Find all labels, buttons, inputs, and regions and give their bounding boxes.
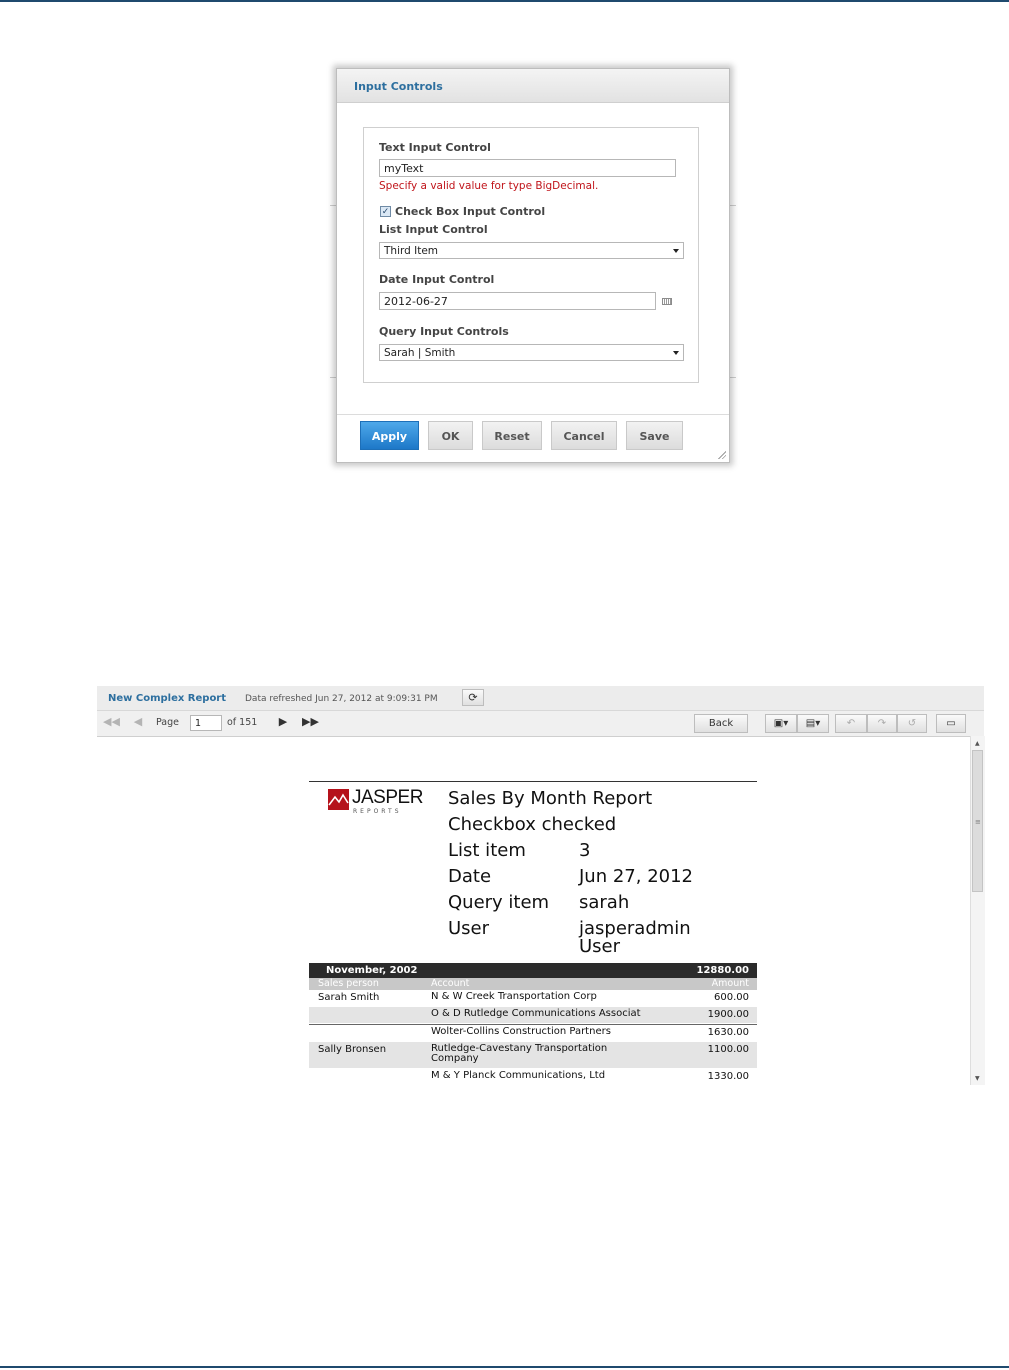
- cell-amount: 1900.00: [707, 1009, 749, 1020]
- page-label: Page: [156, 717, 179, 728]
- table-row: [309, 990, 757, 1006]
- next-page-icon[interactable]: ▶: [278, 715, 288, 728]
- vertical-scrollbar[interactable]: [970, 736, 985, 1085]
- param-label: List item: [448, 840, 526, 861]
- checkbox-input[interactable]: ✓: [381, 207, 390, 217]
- jasper-logo: [328, 789, 423, 819]
- cell-amount: 1630.00: [707, 1027, 749, 1038]
- save-button[interactable]: Save: [626, 421, 683, 450]
- column-header-row: [309, 978, 757, 990]
- export-button[interactable]: [797, 714, 829, 733]
- month-label: November, 2002: [326, 965, 418, 976]
- back-button[interactable]: Back: [694, 714, 748, 733]
- cell-account: M & Y Planck Communications, Ltd: [431, 1070, 606, 1081]
- save-report-button[interactable]: [765, 714, 797, 733]
- scrollbar-thumb[interactable]: [972, 750, 983, 892]
- list-input-label: List Input Control: [379, 223, 488, 236]
- param-value: jasperadmin: [579, 918, 691, 939]
- table-row: [309, 1069, 757, 1085]
- month-group-header: [309, 963, 757, 978]
- footer-divider: [337, 414, 729, 415]
- report-subtitle: Checkbox checked: [448, 814, 617, 835]
- checkbox-label[interactable]: Check Box Input Control: [395, 205, 546, 218]
- input-controls-icon: ▭: [946, 718, 956, 729]
- param-label: User: [448, 918, 490, 939]
- param-value: Jun 27, 2012: [579, 866, 694, 887]
- cell-account-line1: Rutledge-Cavestany Transportation: [431, 1043, 608, 1054]
- column-header-person: Sales person: [318, 978, 379, 989]
- report-name: New Complex Report: [108, 693, 227, 704]
- undo-all-icon: ↺: [907, 718, 917, 729]
- refresh-status: Data refreshed Jun 27, 2012 at 9:09:31 PM: [245, 694, 438, 704]
- cell-person: Sally Bronsen: [318, 1044, 387, 1055]
- date-input-label: Date Input Control: [379, 273, 495, 286]
- cell-person: Sarah Smith: [318, 992, 380, 1003]
- cell-account: O & D Rutledge Communications Associat: [431, 1008, 641, 1019]
- redo-button[interactable]: [867, 714, 897, 733]
- report-header-bar: [97, 686, 984, 711]
- cell-amount: 600.00: [714, 992, 749, 1003]
- param-value: sarah: [579, 892, 630, 913]
- apply-button[interactable]: Apply: [360, 421, 419, 450]
- text-input-field[interactable]: myText: [379, 159, 676, 177]
- undo-button[interactable]: [835, 714, 867, 733]
- text-input-label: Text Input Control: [379, 141, 491, 154]
- chevron-down-icon: [673, 351, 679, 355]
- refresh-icon: ⟳: [468, 691, 478, 704]
- last-page-icon[interactable]: ▶▶: [302, 715, 319, 728]
- date-input-field[interactable]: 2012-06-27: [379, 292, 656, 310]
- ok-button[interactable]: OK: [428, 421, 473, 450]
- scroll-down-icon[interactable]: ▼: [975, 1075, 980, 1082]
- table-row: [309, 1042, 757, 1068]
- cancel-button[interactable]: Cancel: [551, 421, 617, 450]
- dialog-header[interactable]: [337, 69, 729, 103]
- report-top-rule: [309, 781, 757, 782]
- report-viewer: [97, 686, 984, 1085]
- query-input-select[interactable]: [379, 344, 684, 361]
- logo-sub: REPORTS: [353, 808, 402, 815]
- logo-mountain-icon: [328, 789, 349, 810]
- param-label: Query item: [448, 892, 550, 913]
- cell-amount: 1100.00: [707, 1044, 749, 1055]
- query-input-label: Query Input Controls: [379, 325, 509, 338]
- column-header-account: Account: [431, 978, 470, 989]
- undo-icon: ↶: [846, 718, 856, 729]
- validation-error: Specify a valid value for type BigDecimal.: [379, 180, 599, 192]
- dialog-title: Input Controls: [354, 80, 443, 93]
- save-icon: ▣▾: [773, 718, 789, 729]
- page-number-input[interactable]: 1: [190, 715, 222, 731]
- refresh-button[interactable]: [462, 689, 484, 706]
- logo-name: JASPER: [352, 787, 423, 808]
- previous-page-icon[interactable]: ◀: [133, 715, 143, 728]
- input-controls-dialog: [336, 68, 730, 463]
- grip-icon: ≡: [975, 818, 981, 826]
- list-input-select[interactable]: [379, 242, 684, 259]
- cell-amount: 1330.00: [707, 1071, 749, 1082]
- list-input-value: Third Item: [384, 245, 439, 257]
- calendar-icon[interactable]: [662, 298, 672, 305]
- query-input-value: Sarah | Smith: [384, 347, 456, 359]
- cell-account: [431, 1044, 607, 1064]
- month-total: 12880.00: [696, 965, 749, 976]
- chevron-down-icon: [673, 249, 679, 253]
- param-value-line2: User: [579, 936, 621, 957]
- scroll-up-icon[interactable]: ▲: [975, 740, 980, 747]
- cell-account: Wolter-Collins Construction Partners: [431, 1026, 611, 1037]
- cell-account: N & W Creek Transportation Corp: [431, 991, 597, 1002]
- report-title: Sales By Month Report: [448, 788, 653, 809]
- param-value: 3: [579, 840, 591, 861]
- undo-all-button[interactable]: [897, 714, 927, 733]
- first-page-icon[interactable]: ◀◀: [103, 715, 120, 728]
- input-controls-button[interactable]: [936, 714, 966, 733]
- page-count: of 151: [227, 717, 258, 728]
- resize-grip-icon[interactable]: [717, 450, 726, 459]
- redo-icon: ↷: [877, 718, 887, 729]
- page-top-rule: [0, 0, 1009, 2]
- table-row: [309, 1025, 757, 1041]
- reset-button[interactable]: Reset: [482, 421, 542, 450]
- cell-account-line2: Company: [431, 1053, 479, 1064]
- table-row: [309, 1007, 757, 1023]
- page-bottom-rule: [0, 1366, 1009, 1368]
- report-toolbar: [97, 711, 984, 737]
- export-icon: ▤▾: [805, 718, 821, 729]
- column-header-amount: Amount: [711, 978, 749, 989]
- param-label: Date: [448, 866, 492, 887]
